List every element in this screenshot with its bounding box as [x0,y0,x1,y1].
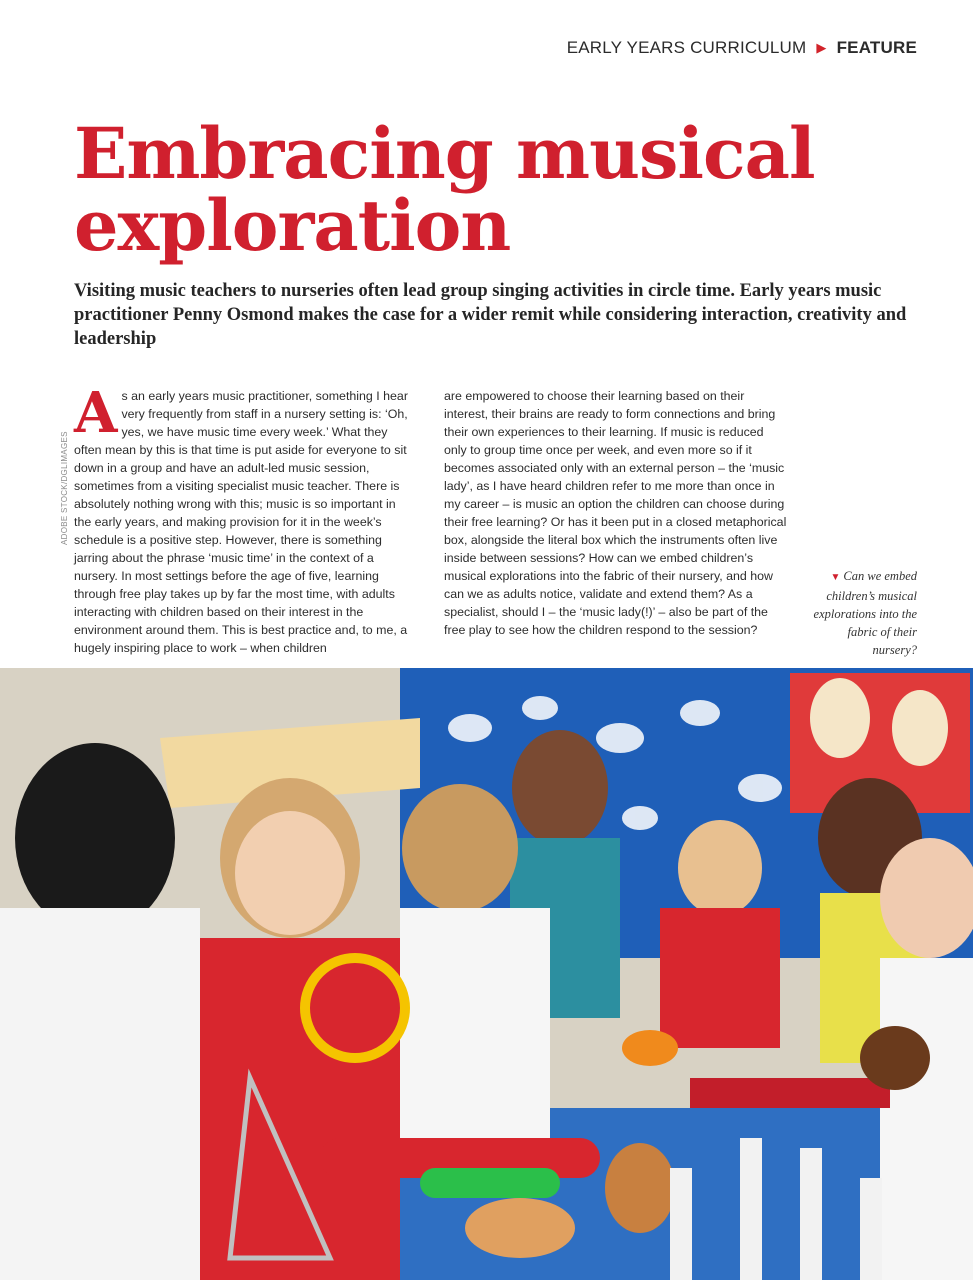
title-line-2: exploration [74,184,511,267]
down-triangle-icon: ▼ [830,572,841,583]
standfirst-outro: makes the case for a wider remit while considering interaction, creativity and leadership [74,305,907,349]
author-name: Penny Osmond [172,305,294,325]
standfirst [74,279,914,351]
right-triangle-icon: ▶ [816,40,827,55]
title-line-1: Embracing musical [74,112,815,195]
drop-cap: A [74,380,118,446]
section-label: FEATURE [836,38,917,57]
section-name: EARLY YEARS CURRICULUM [566,38,807,57]
caption-text: Can we embed children’s musical explorations into the fabric of their nursery? [813,569,917,657]
section-header [567,38,917,58]
article-photo [0,668,973,1280]
photo-credit: ADOBE STOCK/DGLIMAGES [60,431,69,545]
body-column-1 [74,380,414,657]
classroom-photo-illustration [0,668,973,1280]
standfirst-intro: Visiting music teachers to nurseries often lead group singing activities in circle time. Early years music practitioner [74,281,882,325]
body-text-1: s an early years music practitioner, something I hear very frequently from staff in a nursery setting is: ‘Oh, yes, we have music time every week.’ What they often mean by this is that time is put aside for everyone to sit down in a group and have an adult-led music session, sometimes from a visiting specialist music teacher. There is absolutely nothing wrong with this; music is so important in the early years, and making provision for it in the week’s schedule is a positive step. However, there is something jarring about the phrase ‘music time’ in the context of a nursery. In most settings before the age of five, learning through free play takes up by far the most time, with adults interacting with children based on their interest in the environment around them. This is best practice and, to me, a hugely inspiring place to work – when children [74,389,408,655]
article-title [74,112,934,267]
body-column-2 [444,387,789,639]
body-text-2: are empowered to choose their learning based on their interest, their brains are ready to form connections and bring their own experiences to their learning. If music is reduced only to group time once per week, and even more so if it becomes associated only with an external person – the ‘music lady’, as I have heard children refer to me more than once in my career – is music an option the children can choose during their free learning? Or has it been put in a closed metaphorical box, alongside the literal box which the instruments often live inside between sessions? How can we embed children’s musical explorations into the fabric of their nursery, and how can we as adults notice, validate and extend them? As a specialist, should I – the ‘music lady(!)’ – also be part of the free play to see how the children respond to the session? [444,389,787,637]
photo-caption [807,567,917,659]
